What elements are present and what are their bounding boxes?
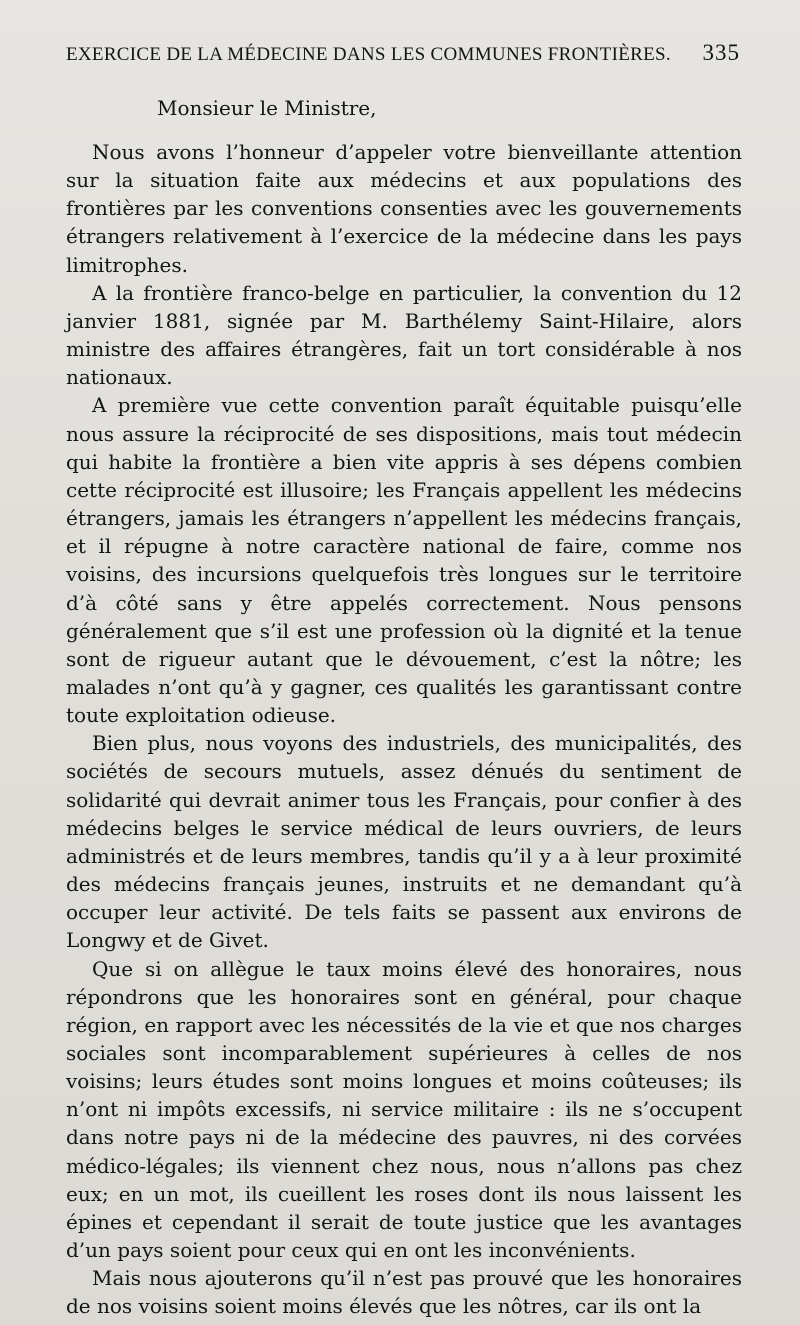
paragraph-5: Que si on allègue le taux moins élevé des honoraires, nous répondrons que les honoraires sont en général, pour chaque région, en rapport avec les nécessités de la vie et que nos charges sociales sont incomparablement supérieures à celles de nos voisins; leurs études sont moins longues et moins coûteuses; ils n’ont ni impôts excessifs, ni service militaire : ils ne s’occupent dans notre pays ni de la médecine des pauvres, ni des corvées médico-légales; ils viennent chez nous, nous n’allons pas chez eux; en un mot, ils cueillent les roses dont ils nous laissent les épines et cependant il serait de toute justice que les avantages d’un pays soient pour ceux qui en ont les inconvénients. xyxy=(66,956,742,1263)
letter-salutation: Monsieur le Ministre, xyxy=(157,96,377,120)
paragraph-6: Mais nous ajouterons qu’il n’est pas prouvé que les honoraires de nos voisins soient moins élevés que les nôtres, car ils ont la xyxy=(66,1266,742,1319)
page-number: 335 xyxy=(702,40,740,65)
letter-body xyxy=(66,138,742,1321)
paragraph-4: Bien plus, nous voyons des industriels, des municipalités, des sociétés de secours mutuels, assez dénués du sentiment de solidarité qui devrait animer tous les Français, pour confier à des médecins belges le service médical de leurs ouvriers, de leurs administrés et de leurs membres, tandis qu’il y a à leur proximité des médecins français jeunes, instruits et ne demandant qu’à occuper leur activité. De tels faits se passent aux environs de Longwy et de Givet. xyxy=(66,731,742,953)
paragraph-3: A première vue cette convention paraît équitable puisqu’elle nous assure la réciprocité de ses dispositions, mais tout médecin qui habite la frontière a bien vite appris à ses dépens combien cette réciprocité est illusoire; les Français appellent les médecins étrangers, jamais les étrangers n’appellent les médecins français, et il répugne à notre caractère national de faire, comme nos voisins, des incursions quelquefois très longues sur le territoire d’à côté sans y être appelés correctement. Nous pensons généralement que s’il est une profession où la dignité et la tenue sont de rigueur autant que le dévouement, c’est la nôtre; les malades n’ont qu’à y gagner, ces qualités les garantissant contre toute exploitation odieuse. xyxy=(66,393,742,728)
paragraph-2: A la frontière franco-belge en particulier, la convention du 12 janvier 1881, signée par M. Barthélemy Saint-Hilaire, alors ministre des affaires étrangères, fait un tort considérable à nos nationaux. xyxy=(66,280,742,390)
paragraph-1: Nous avons l’honneur d’appeler votre bienveillante attention sur la situation faite aux médecins et aux populations des frontières par les conventions consenties avec les gouvernements étrangers relativement à l’exercice de la médecine dans les pays limitrophes. xyxy=(66,140,742,277)
running-header xyxy=(66,40,740,74)
running-title: EXERCICE DE LA MÉDECINE DANS LES COMMUNES FRONTIÈRES. xyxy=(66,44,671,65)
